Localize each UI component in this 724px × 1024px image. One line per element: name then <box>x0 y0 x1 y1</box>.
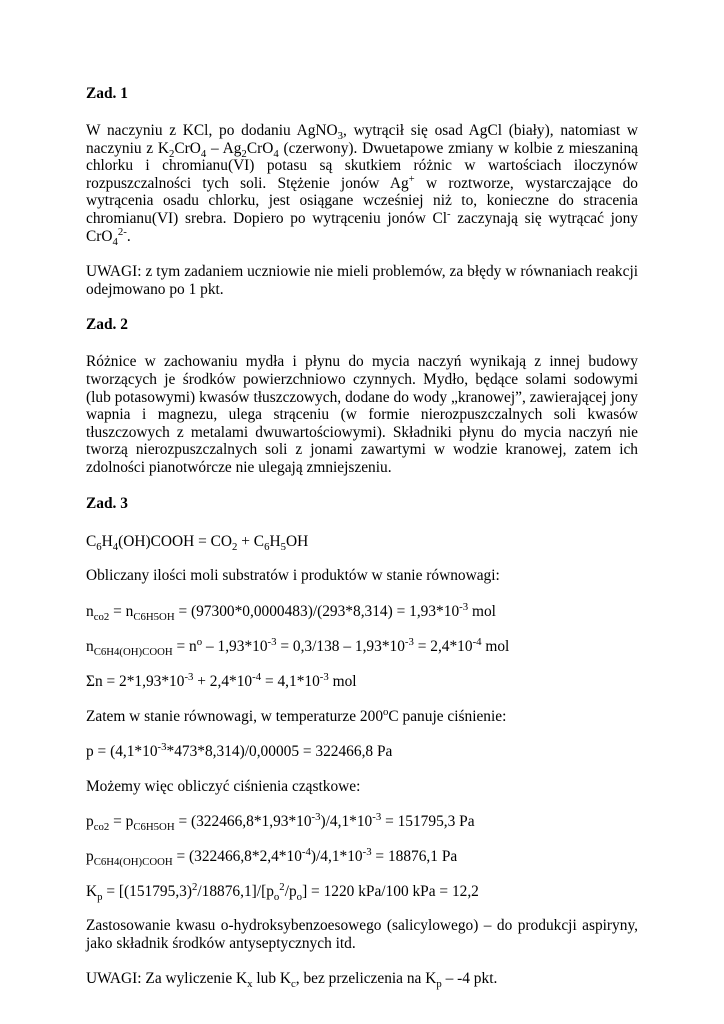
zad1-heading: Zad. 1 <box>86 85 128 102</box>
zad3-heading: Zad. 3 <box>86 494 128 512</box>
zad2-heading: Zad. 2 <box>86 316 128 334</box>
equation-p-acid: $p_{C6H4(OH)COOH} = (322466,8*2,4*10^{-4})/4,1*10^{-3} = 18876,1$ Pa <box>86 845 458 869</box>
equation-pressure: $p = (4,1*10^{-3}*473*8,314)/0,00005 = 322466,8$ Pa <box>86 740 393 761</box>
partial-pressures-intro: Możemy więc obliczyć ciśnienia cząstkowe: <box>86 778 361 796</box>
zad1-uwagi: UWAGI: z tym zadaniem uczniowie nie mieli problemów, za błędy w równaniach reakcji odejmowano po 1 pkt. <box>86 263 638 298</box>
temperature-text: Zatem w stanie równowagi, w temperaturze 200$^o$C panuje ciśnienie: <box>86 705 507 726</box>
equation-p-co2: $p_{co2} = p_{C6H5OH} = (322466,8*1,93*10^{-3})/4,1*10^{-3} = 151795,3$ Pa <box>86 810 475 834</box>
equation-n-acid: $n_{C6H4(OH)COOH} = n^o - 1,93*10^{-3} = 0,3/138 - 1,93*10^{-3} = 2,4*10^{-4}$ mol <box>86 635 510 659</box>
reaction-equation: $C_6H_4(OH)COOH = CO_2 + C_6H_5OH$ <box>86 532 309 553</box>
application-text: Zastosowanie kwasu o-hydroksybenzoesowego (salicylowego) – do produkcji aspiryny, jako składnik środków antyseptycznych itd. <box>86 917 638 952</box>
moles-intro: Obliczany ilości moli substratów i produktów w stanie równowagi: <box>86 566 500 584</box>
equation-sum-n: $\Sigma n = 2*1,93*10^{-3} + 2,4*10^{-4} = 4,1*10^{-3}$ mol <box>86 670 357 691</box>
zad2-paragraph: Różnice w zachowaniu mydła i płynu do mycia naczyń wynikają z innej budowy tworzących je środków powierzchniowo czynnych. Mydło, będące solami sodowymi (lub potasowymi) kwasów tłuszczowych, dodane do wody „kranowej”, zawierającej jony wapnia i magnezu, ulega strąceniu (w formie nierozpuszczalnych soli kwasów tłuszczowych z metalami dwuwartościowymi). Składniki płynu do mycia naczyń nie tworzą nierozpuszczalnych soli z jonami zawartymi w wodzie kranowej, zatem ich zdolności pianotwórcze nie ulegają zmniejszeniu. <box>86 353 638 476</box>
equation-n-co2: $n_{co2} = n_{C6H5OH} = (97300*0,0000483)/(293*8,314) = 1,93*10^{-3}$ mol <box>86 600 496 624</box>
zad3-uwagi: UWAGI: Za wyliczenie $K_x$ lub $K_c$, bez przeliczenia na $K_p - -4$ pkt. <box>86 970 498 991</box>
zad1-paragraph: W naczyniu z KCl, po dodaniu AgNO$_3$, wytrącił się osad AgCl (biały), natomiast w naczyniu z $K_2CrO_4 - Ag_2CrO_4$ (czerwony). Dwuetapowe zmiany w kolbie z mieszaniną chlorku i chromianu(VI) potasu są skutkiem różnic w wartościach iloczynów rozpuszczalności tych soli. Stężenie jonów Ag+ w roztworze, wystarczające do wytrącenia osadu chlorku, jest osiągane wcześniej niż to, konieczne do stracenia chromianu(VI) srebra. Dopiero po wytrąceniu jonów Cl- zaczynają się wytrącać jony CrO$_4^{2-}$. <box>86 122 638 248</box>
equation-kp: $K_p = [(151795,3)^2/18876,1]/[p_o^2/p_o] = 1220$ kPa/100 kPa = 12,2 <box>86 880 479 904</box>
